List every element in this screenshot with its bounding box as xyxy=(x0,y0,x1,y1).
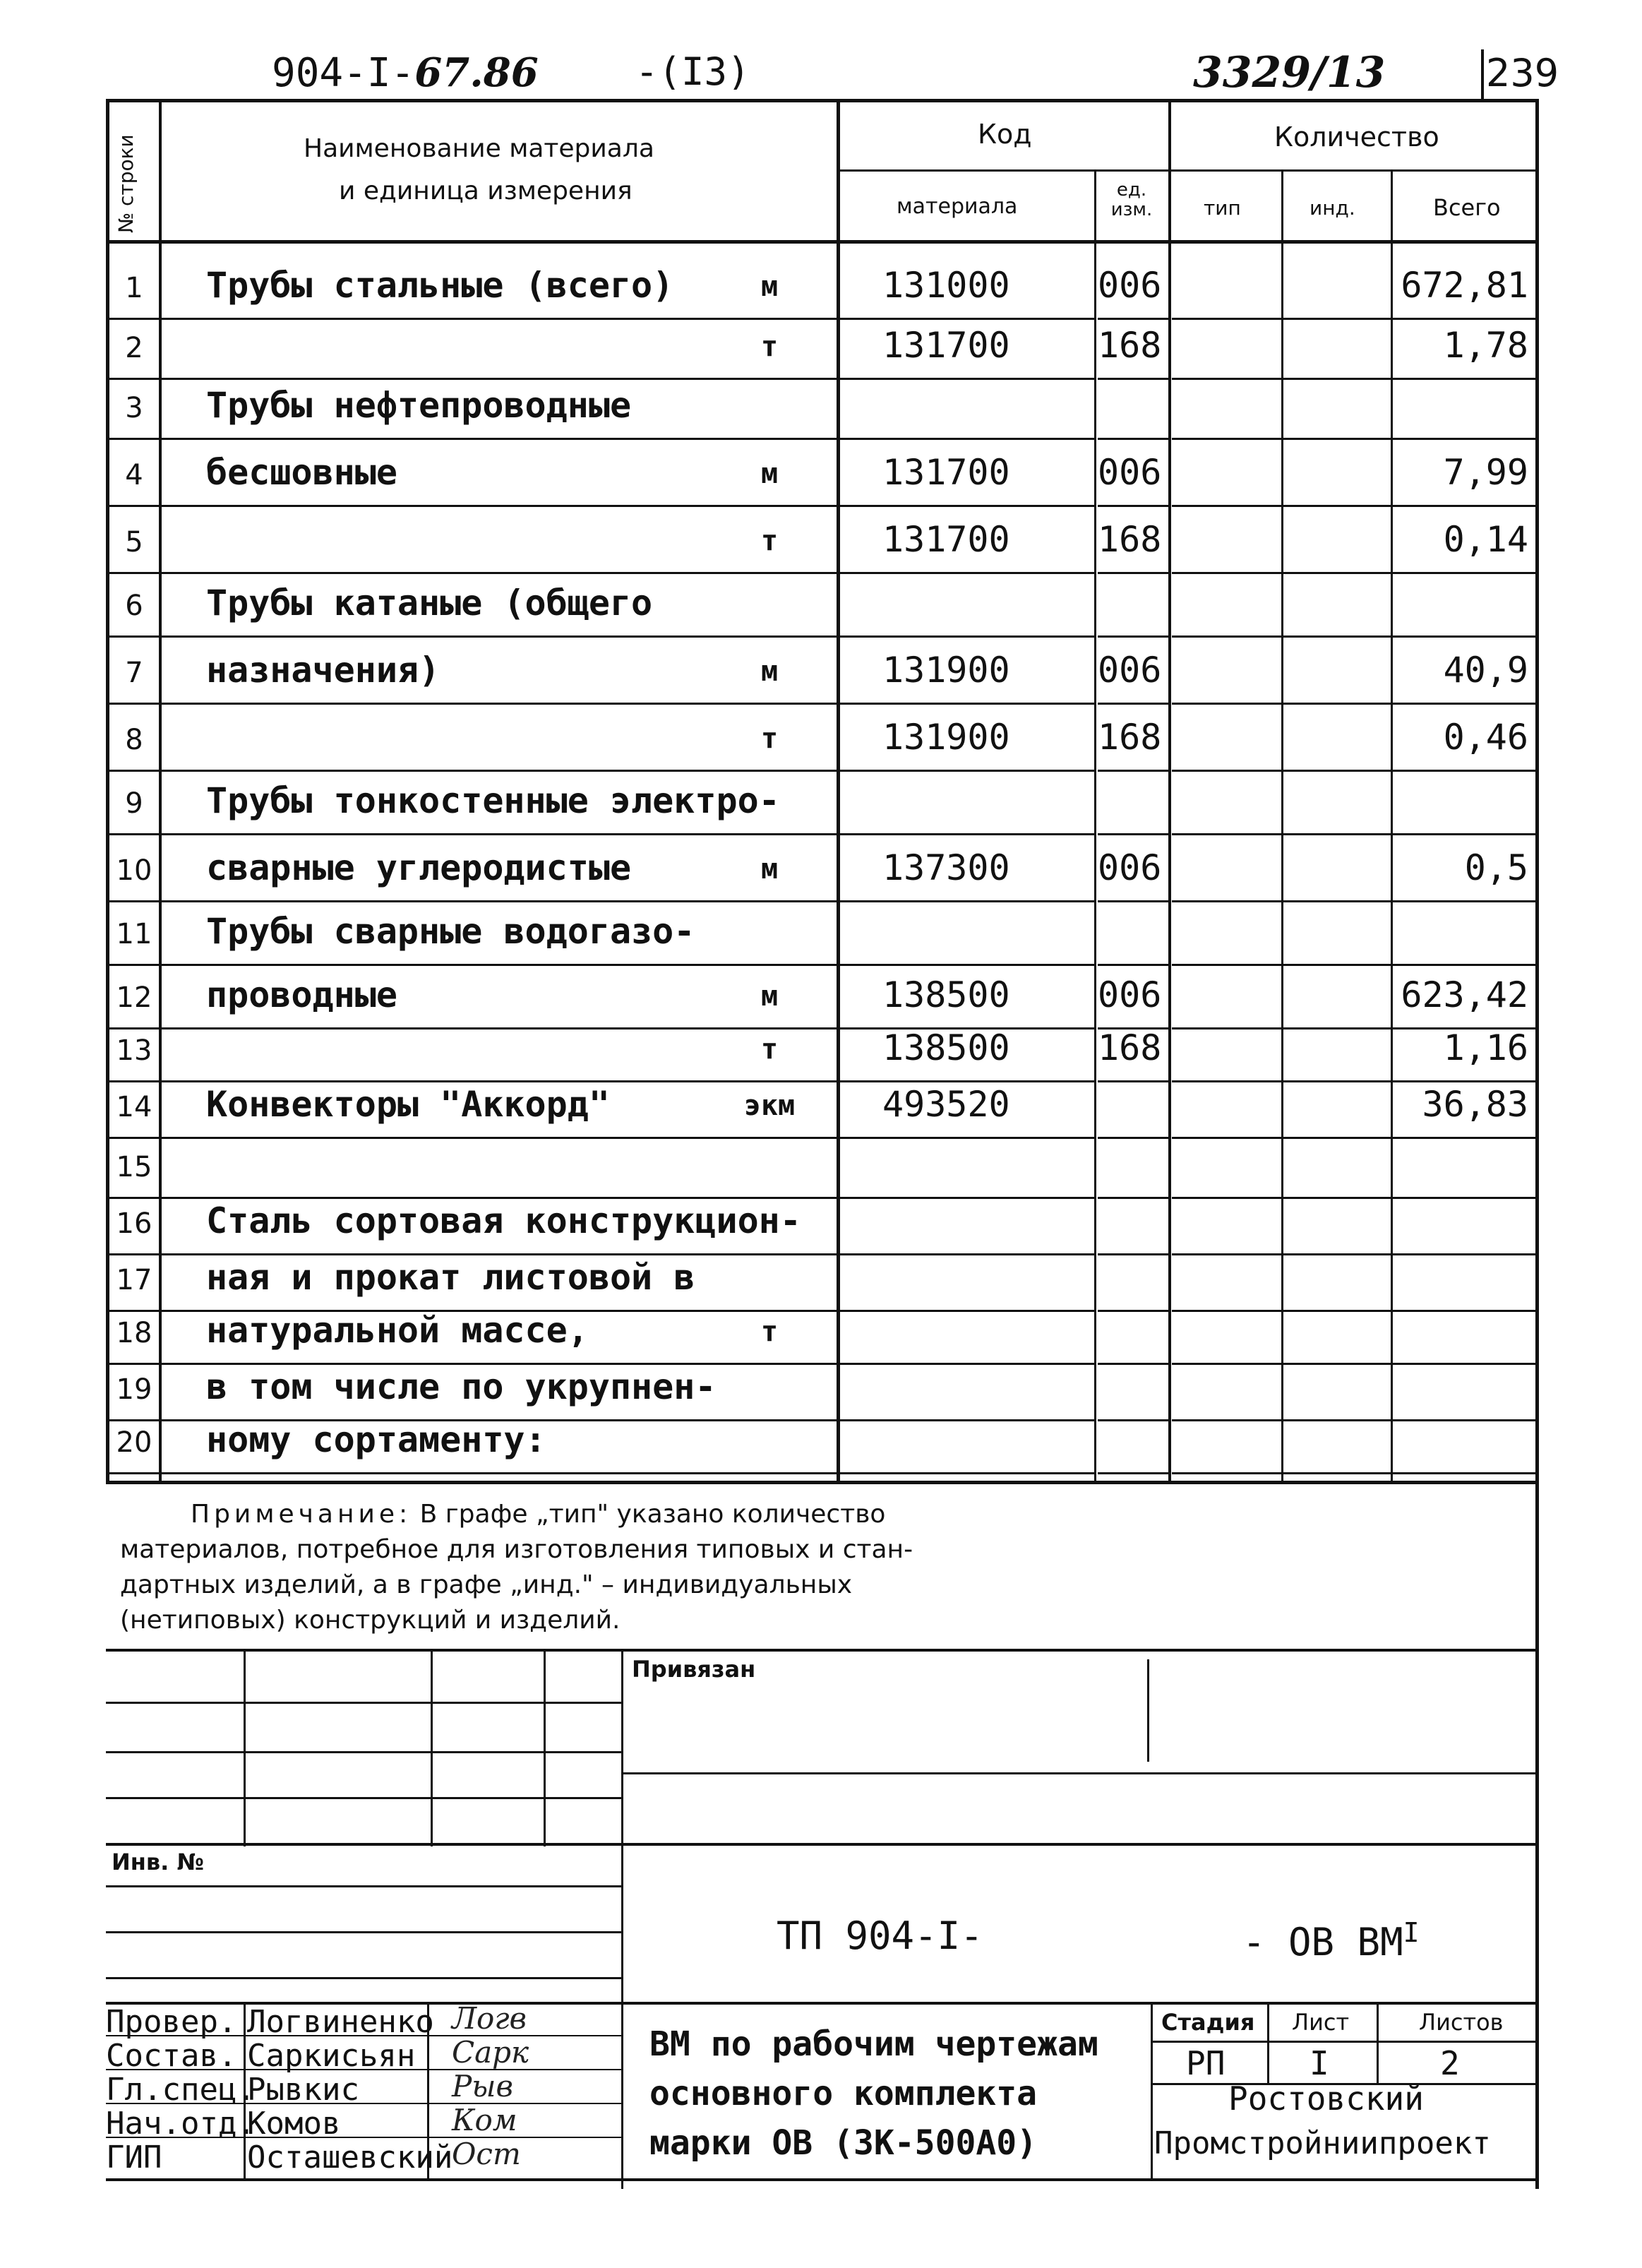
signature: Ком xyxy=(452,2103,517,2137)
sheets-value: 2 xyxy=(1440,2044,1460,2082)
row-number: 3 xyxy=(125,392,143,424)
document-code-left: ТП 904-I- xyxy=(777,1914,983,1958)
sheets-header: Листов xyxy=(1419,2009,1504,2036)
row-number: 8 xyxy=(125,724,143,756)
document-code xyxy=(777,1914,983,1958)
row-number: 15 xyxy=(116,1151,152,1183)
role-label: Гл.спец. xyxy=(106,2072,256,2108)
archive-number: 3329/13 xyxy=(1193,48,1386,97)
document-title xyxy=(649,2019,1098,2168)
document-code-mark xyxy=(1242,1917,1419,1964)
material-name: в том числе по укрупнен- xyxy=(206,1366,717,1407)
inv-label: Инв. № xyxy=(112,1849,204,1875)
material-code: 138500 xyxy=(882,1027,1010,1068)
material-name: проводные xyxy=(206,974,397,1015)
person-name: Комов xyxy=(247,2106,341,2142)
material-name: бесшовные xyxy=(206,452,397,493)
unit-label: т xyxy=(760,722,779,755)
tip-subheader: тип xyxy=(1204,196,1241,220)
unit-label: м xyxy=(760,853,779,885)
unit-code: 168 xyxy=(1098,325,1162,366)
code-header: Код xyxy=(978,119,1032,150)
note-block xyxy=(120,1497,913,1638)
row-number: 12 xyxy=(116,981,152,1014)
unit-code: 006 xyxy=(1098,974,1162,1015)
note-line4: (нетиповых) конструкций и изделий. xyxy=(120,1606,621,1635)
unit-label: экм xyxy=(743,1090,796,1122)
row-number: 16 xyxy=(116,1207,152,1240)
total-quantity: 672,81 xyxy=(1401,265,1528,306)
sheet-value: I xyxy=(1310,2044,1329,2082)
material-name: Сталь сортовая конструкцион- xyxy=(206,1200,801,1241)
stage-header: Стадия xyxy=(1161,2009,1255,2036)
sheet-header: Лист xyxy=(1292,2009,1350,2036)
unit-label: т xyxy=(760,1315,779,1348)
material-code: 137300 xyxy=(882,847,1010,888)
sheet-mark: -(I3) xyxy=(635,49,750,94)
material-name: Трубы нефтепроводные xyxy=(206,385,632,426)
unit-code: 168 xyxy=(1098,1027,1162,1068)
unit-code: 168 xyxy=(1098,717,1162,758)
title-line2: основного комплекта xyxy=(649,2074,1038,2113)
note-line2: материалов, потребное для изготовления типовых и стан- xyxy=(120,1535,913,1564)
total-quantity: 0,46 xyxy=(1443,717,1528,758)
unit-label: м xyxy=(760,655,779,688)
material-code: 131000 xyxy=(882,265,1010,306)
series-handwritten: 67.86 xyxy=(414,49,539,96)
total-quantity: 7,99 xyxy=(1443,452,1528,493)
row-number: 6 xyxy=(125,590,143,622)
material-name: назначения) xyxy=(206,650,441,691)
row-number: 20 xyxy=(116,1426,152,1459)
person-name: Рывкис xyxy=(247,2072,359,2108)
material-name: ная и прокат листовой в xyxy=(206,1257,695,1298)
material-name: Трубы стальные (всего) xyxy=(206,265,674,306)
material-subheader: материала xyxy=(897,194,1018,219)
row-number: 9 xyxy=(125,787,143,820)
document-code-right: - ОВ ВМ xyxy=(1242,1920,1403,1964)
privyazan-label: Привязан xyxy=(632,1656,756,1683)
name-header-line1: Наименование материала xyxy=(304,134,654,163)
material-name: Трубы тонкостенные электро- xyxy=(206,780,780,821)
row-number: 4 xyxy=(125,459,143,491)
row-number: 7 xyxy=(125,657,143,689)
material-code: 131700 xyxy=(882,519,1010,560)
row-number: 1 xyxy=(125,272,143,304)
person-name: Логвиненко xyxy=(247,2004,434,2040)
row-number: 14 xyxy=(116,1091,152,1123)
signature: Ост xyxy=(452,2137,521,2171)
total-quantity: 40,9 xyxy=(1443,650,1528,691)
total-quantity: 36,83 xyxy=(1422,1084,1528,1125)
row-number: 5 xyxy=(125,526,143,559)
stage-value: РП xyxy=(1186,2044,1225,2082)
role-label: Состав. xyxy=(106,2038,237,2074)
row-number: 10 xyxy=(116,854,152,887)
unit-code: 006 xyxy=(1098,452,1162,493)
material-name: Трубы сварные водогазо- xyxy=(206,911,695,952)
title-line3: марки ОВ (ЗК-500А0) xyxy=(649,2123,1038,2163)
unit-subheader: ед. изм. xyxy=(1110,179,1153,220)
material-name: ному сортаменту: xyxy=(206,1419,546,1460)
note-label: Примечание: xyxy=(191,1500,412,1529)
unit-code: 006 xyxy=(1098,847,1162,888)
row-number: 18 xyxy=(116,1317,152,1349)
page-number: 239 xyxy=(1486,51,1559,95)
unit-label: м xyxy=(760,270,779,303)
rownum-header: № строки xyxy=(114,134,138,233)
unit-code: 168 xyxy=(1098,519,1162,560)
title-line1: ВМ по рабочим чертежам xyxy=(649,2024,1098,2064)
total-subheader: Всего xyxy=(1433,194,1501,221)
row-number: 13 xyxy=(116,1034,152,1067)
role-label: ГИП xyxy=(106,2139,162,2176)
material-name: Конвекторы "Аккорд" xyxy=(206,1084,610,1125)
row-number: 17 xyxy=(116,1264,152,1296)
person-name: Осташевский xyxy=(247,2139,453,2176)
material-code: 131900 xyxy=(882,650,1010,691)
unit-label: т xyxy=(760,525,779,557)
note-line1: В графе „тип" указано количество xyxy=(419,1500,886,1529)
unit-label: м xyxy=(760,458,779,490)
signature: Рыв xyxy=(452,2069,513,2103)
signature: Сарк xyxy=(452,2035,529,2070)
unit-label: т xyxy=(760,330,779,363)
name-header-line2: и единица измерения xyxy=(339,177,633,205)
material-name: натуральной массе, xyxy=(206,1310,589,1351)
unit-code: 006 xyxy=(1098,650,1162,691)
unit-label: т xyxy=(760,1033,779,1066)
document-code-sup: I xyxy=(1403,1917,1420,1948)
total-quantity: 623,42 xyxy=(1401,974,1528,1015)
material-code: 138500 xyxy=(882,974,1010,1015)
role-label: Нач.отд. xyxy=(106,2106,256,2142)
person-name: Саркисьян xyxy=(247,2038,416,2074)
material-code: 493520 xyxy=(882,1084,1010,1125)
material-code: 131700 xyxy=(882,325,1010,366)
ind-subheader: инд. xyxy=(1310,196,1355,220)
row-number: 19 xyxy=(116,1373,152,1406)
quantity-header: Количество xyxy=(1274,121,1439,153)
total-quantity: 0,5 xyxy=(1464,847,1528,888)
row-number: 11 xyxy=(116,918,152,950)
material-name: сварные углеродистые xyxy=(206,847,632,888)
material-code: 131700 xyxy=(882,452,1010,493)
note-line3: дартных изделий, а в графе „инд." – индивидуальных xyxy=(120,1570,853,1599)
organization-line1: Ростовский xyxy=(1228,2079,1424,2118)
role-label: Провер. xyxy=(106,2004,237,2040)
row-number: 2 xyxy=(125,332,143,364)
total-quantity: 1,78 xyxy=(1443,325,1528,366)
series-number xyxy=(272,49,539,96)
signature: Логв xyxy=(452,2001,527,2036)
unit-label: м xyxy=(760,980,779,1013)
organization-line2: Промстройниипроект xyxy=(1154,2125,1491,2161)
material-name: Трубы катаные (общего xyxy=(206,583,653,623)
total-quantity: 0,14 xyxy=(1443,519,1528,560)
total-quantity: 1,16 xyxy=(1443,1027,1528,1068)
unit-code: 006 xyxy=(1098,265,1162,306)
material-code: 131900 xyxy=(882,717,1010,758)
series-prefix: 904-I- xyxy=(272,50,415,96)
